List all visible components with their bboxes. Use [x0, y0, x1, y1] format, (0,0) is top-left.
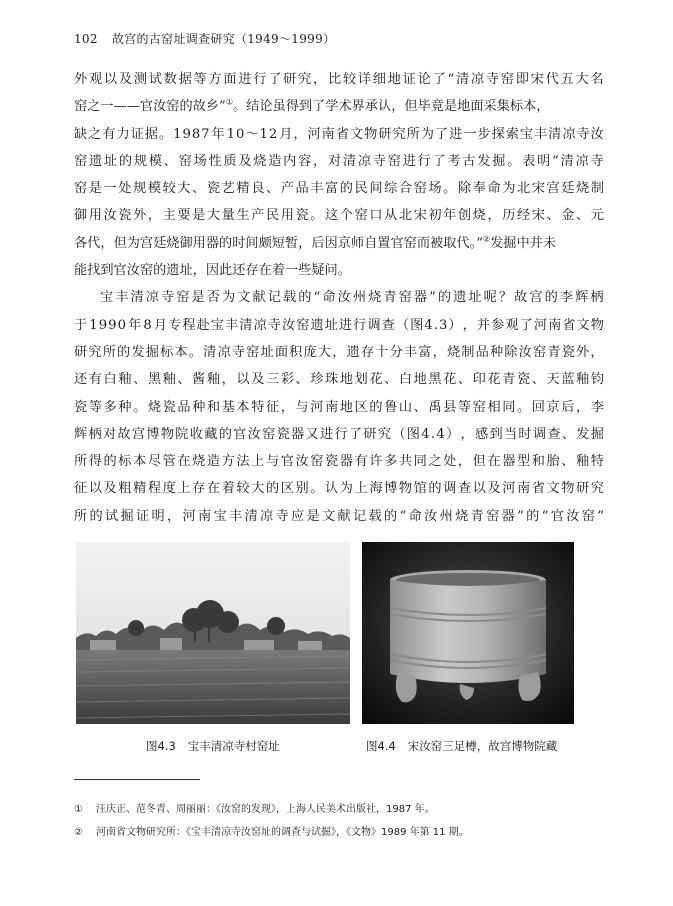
text-line: 外 观 以 及 测 试 数 据 等 方 面 进 行 了 研 究 ， 比 较 详 细 地 证 论 了 “ 清 凉 寺 窑 即 宋 代 五 大 名	[74, 72, 604, 87]
running-title: 故宫的古窑址调查研究（1949～1999）	[111, 32, 336, 46]
text-line: 还 有 白 釉 、 黑 釉 、 酱 釉 ， 以 及 三 彩 、 珍 珠 地 划 花 、 白 地 黑 花 、 印 花 青 瓷 、 天 蓝 釉 钧	[74, 372, 604, 388]
text-line: 于 1 9 9 0 年 8 月 专 程 赴 宝 丰 清 凉 寺 汝 窑 遗 址 进 行 调 查 （ 图 4 . 3 ） ， 并 参 观 了 河 南 省 文 物	[74, 317, 604, 333]
figure-caption-4-3	[146, 738, 280, 754]
text-line: 瓷 等 多 种 。 烧 瓷 品 种 和 基 本 特 征 ， 与 河 南 地 区 的 鲁 山 、 禹 县 等 窑 相 同 。 回 京 后 ， 李	[74, 399, 604, 415]
figure-caption-text: 宝丰清凉寺村窑址	[187, 739, 280, 753]
footnote-mark: ②	[74, 827, 83, 838]
text-line: 所 得 的 标 本 尽 管 在 烧 造 方 法 上 与 官 汝 窑 瓷 器 有 许 多 共 同 之 处 ， 但 在 器 型 和 胎 、 釉 特	[74, 454, 604, 470]
text-line: 御 用 汝 瓷 外 ， 主 要 是 大 量 生 产 民 用 瓷 。 这 个 窑 口 从 北 宋 初 年 创 烧 ， 历 经 宋 、 金 、 元	[74, 208, 604, 224]
text-line: 所 的 试 掘 证 明 ， 河 南 宝 丰 清 凉 寺 应 是 文 献 记 载 的 “ 命 汝 州 烧 青 窑 器 ” 的 “ 官 汝 窑 ”	[74, 508, 604, 524]
text-line	[74, 93, 604, 120]
footnote-text: 汪庆正、范冬青、周丽丽：《汝窑的发现》，上海人民美术出版社，1987 年。	[96, 804, 435, 815]
footnote-2	[74, 823, 469, 838]
footnote-1	[74, 800, 435, 815]
text-line: 缺 之 有 力 证 据 。 1 9 8 7 年 1 0 ～ 1 2 月 ， 河 南 省 文 物 研 究 所 为 了 进 一 步 探 索 宝 丰 清 凉 寺 汝	[74, 126, 604, 142]
footnote-mark: ①	[74, 804, 83, 815]
footnote-ref-2[interactable]: ②	[482, 234, 491, 244]
figure-number: 图4.3	[146, 739, 176, 753]
text-line: 宝 丰 清 凉 寺 窑 是 否 为 文 献 记 载 的 “ 命 汝 州 烧 青 窑 器 ” 的 遗 址 呢 ？ 故 宫 的 李 辉 柄	[100, 290, 604, 306]
kiln-site-photo	[76, 542, 350, 724]
text-line	[74, 230, 604, 257]
text-span: 窑之一——官汝窑的故乡”	[74, 99, 226, 115]
text-span: 各代，但为宫廷烧御用器的时间颇短暂，后因京师自置官窑而被取代。”	[74, 235, 483, 251]
footnote-ref-1[interactable]: ①	[225, 97, 233, 107]
text-line: 能找到官汝窑的遗址，因此还存在着一些疑问。	[74, 263, 351, 279]
figure-caption-4-4	[366, 738, 557, 754]
text-span: 发掘中并未	[490, 235, 557, 251]
page-number: 102	[74, 32, 98, 46]
text-line: 征 以 及 粗 精 程 度 上 存 在 着 较 大 的 区 别 。 认 为 上 海 博 物 馆 的 调 查 以 及 河 南 省 文 物 研 究	[74, 481, 604, 497]
text-line: 辉 柄 对 故 宫 博 物 院 收 藏 的 官 汝 窑 瓷 器 又 进 行 了 研 究 （ 图 4 . 4 ） ， 感 到 当 时 调 查 、 发 掘	[74, 426, 604, 442]
running-header	[74, 30, 335, 47]
ru-ware-tripod-photo	[362, 542, 574, 724]
text-line: 研 究 所 的 发 掘 标 本 。 清 凉 寺 窑 址 面 积 庞 大 ， 遗 存 十 分 丰 富 ， 烧 制 品 种 除 汝 窑 青 瓷 外 ，	[74, 344, 604, 360]
text-line: 窑 是 一 处 规 模 较 大 、 瓷 艺 精 良 、 产 品 丰 富 的 民 间 综 合 窑 场 。 除 奉 命 为 北 宋 宫 廷 烧 制	[74, 181, 604, 197]
text-span: 。结论虽得到了学术界承认，但毕竟是地面采集标本，	[232, 99, 550, 115]
figure-number: 图4.4	[366, 739, 396, 753]
text-line: 窑 遗 址 的 规 模 、 窑 场 性 质 及 烧 造 内 容 ， 对 清 凉 寺 窑 进 行 了 考 古 发 掘 。 表 明 “ 清 凉 寺	[74, 153, 604, 169]
footnote-text: 河南省文物研究所：《宝丰清凉寺汝窑址的调查与试掘》，《文物》1989 年第 11 期。	[96, 827, 469, 838]
figure-caption-text: 宋汝窑三足樽，故宫博物院藏	[407, 739, 558, 753]
body-text	[74, 66, 604, 530]
footnote-divider	[74, 779, 200, 780]
